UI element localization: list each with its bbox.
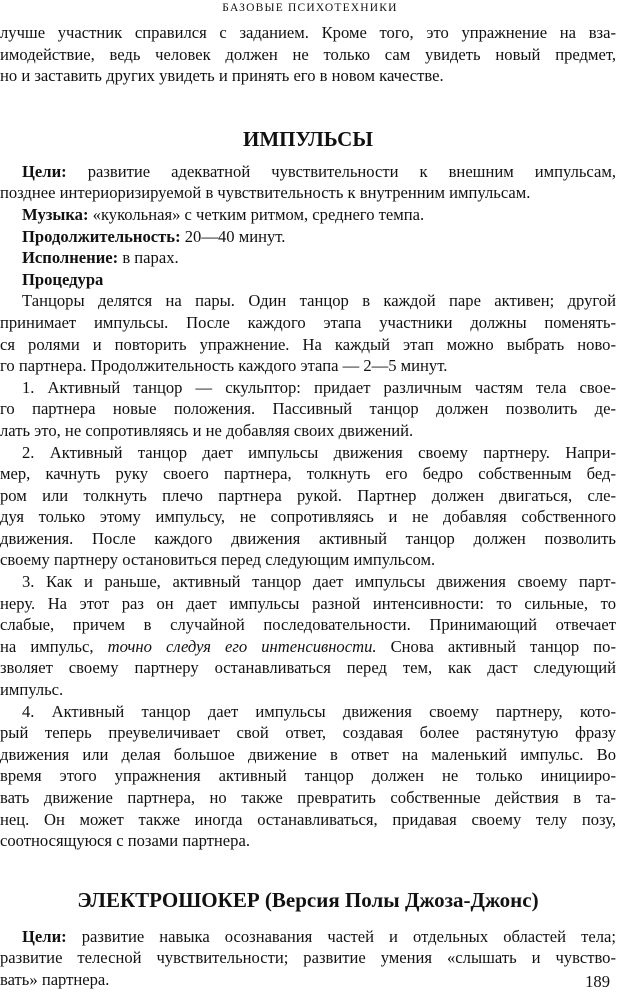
performance-label: Исполнение: — [22, 248, 119, 268]
text-line: ся ролями и повторить упражнение. На каждый этап можно выбрать ново- — [0, 334, 616, 354]
text-line: мер, качнуть руку своего партнера, толкнуть его бедро собственным бед- — [0, 464, 616, 484]
text-line: го партнера. Продолжительность каждого этапа — 2—5 минут. — [0, 356, 448, 376]
music-paragraph — [0, 204, 616, 226]
step-4-paragraph — [0, 701, 616, 852]
goals-paragraph — [0, 161, 616, 204]
text-line: движения. После каждого движения активный танцор должен позволить — [0, 528, 616, 548]
text-line: импульс. — [0, 680, 64, 700]
performance-paragraph — [0, 247, 616, 269]
performance-text: в парах. — [118, 248, 179, 268]
intro-paragraph — [0, 22, 616, 87]
text-line: слабые, причем в случайной последовательности. Принимающий отвечает — [0, 615, 616, 635]
page-number: 189 — [585, 972, 610, 991]
text-line: движения или делая большое движение в ответ на маленький импульс. Во — [0, 744, 616, 764]
text-line: 4. Активный танцор дает импульсы движения своему партнеру, кото- — [22, 701, 616, 721]
text-line: имодействие, ведь человек должен не только сам увидеть новый предмет, — [0, 44, 616, 64]
goals-label: Цели: — [22, 926, 67, 946]
duration-label: Продолжительность: — [22, 226, 181, 246]
goals-paragraph-2 — [0, 926, 616, 991]
text-line: но и заставить других увидеть и принять его в новом качестве. — [0, 66, 444, 86]
goals-label: Цели: — [22, 161, 67, 181]
running-header: БАЗОВЫЕ ПСИХОТЕХНИКИ — [222, 2, 398, 14]
duration-text: 20—40 минут. — [180, 226, 286, 246]
text-line: вать» партнера. — [0, 969, 110, 989]
text-line: неру. На этот раз он дает импульсы разной интенсивности: то сильные, то — [0, 593, 616, 613]
step-1-paragraph — [0, 377, 616, 442]
italic-emphasis: точно следуя его интенсивности. — [107, 636, 377, 656]
text-line: зволяет своему партнеру останавливаться перед тем, как даст следующий — [0, 658, 616, 678]
procedure-paragraph — [0, 290, 616, 376]
text-line: время этого упражнения активный танцор должен не только иницииро- — [0, 766, 616, 786]
music-text: «кукольная» с четким ритмом, среднего темпа. — [88, 204, 425, 224]
text-line: Цели: развитие навыка осознавания частей и отдельных областей тела; — [22, 926, 616, 946]
text-line: Цели: развитие адекватной чувствительности к внешним импульсам, — [22, 161, 616, 181]
text-line: рый теперь преувеличивает свой ответ, создавая более растянутую фразу — [0, 723, 616, 743]
procedure-label: Процедура — [22, 269, 104, 289]
text-line: лучше участник справился с заданием. Кроме того, это упражнение на вза- — [0, 23, 616, 42]
text-line: принимает импульсы. После каждого этапа участники должны поменять- — [0, 312, 616, 332]
page-content — [0, 22, 616, 991]
text-line: развитие телесной чувствительности; развитие умения «слышать и чувство- — [0, 948, 616, 968]
section-title-impulses: ИМПУЛЬСЫ — [243, 126, 373, 151]
text-line: на импульс, точно следуя его интенсивности. Снова активный танцор по- — [0, 636, 616, 656]
text-line: 1. Активный танцор — скульптор: придает различным частям тела свое- — [22, 377, 616, 397]
text-line: 3. Как и раньше, активный танцор дает импульсы движения своему парт- — [22, 572, 616, 592]
text-line: вать движение партнера, но также превратить собственные действия в та- — [0, 788, 616, 807]
text-line: позднее интериоризируемой в чувствительность к внутренним импульсам. — [0, 183, 531, 203]
section-title-electroshocker: ЭЛЕКТРОШОКЕР (Версия Полы Джоза-Джонс) — [77, 887, 539, 912]
text-line: дуя только этому импульсу, не сопротивляясь и не добавляя собственного — [0, 507, 616, 527]
text-line: 2. Активный танцор дает импульсы движения своему партнеру. Напри- — [22, 442, 616, 462]
step-2-paragraph — [0, 442, 616, 572]
text-line: лать это, не сопротивляясь и не добавляя своих движений. — [0, 420, 414, 440]
text-line: своему партнеру остановиться перед следующим импульсом. — [0, 550, 436, 570]
text-line: соотносящуюся с позами партнера. — [0, 831, 250, 851]
text-line: Танцоры делятся на пары. Один танцор в каждой паре активен; другой — [22, 291, 616, 311]
text-line: ром или толкнуть плечо партнера рукой. Партнер должен двигаться, сле- — [0, 485, 616, 505]
duration-paragraph — [0, 226, 616, 248]
step-3-paragraph — [0, 571, 616, 701]
text-line: нец. Он может также иногда останавливаться, придавая своему телу позу, — [0, 809, 616, 829]
text-line: го партнера новые положения. Пассивный танцор должен позволить де- — [0, 399, 616, 419]
music-label: Музыка: — [22, 204, 89, 224]
procedure-heading — [0, 269, 616, 291]
